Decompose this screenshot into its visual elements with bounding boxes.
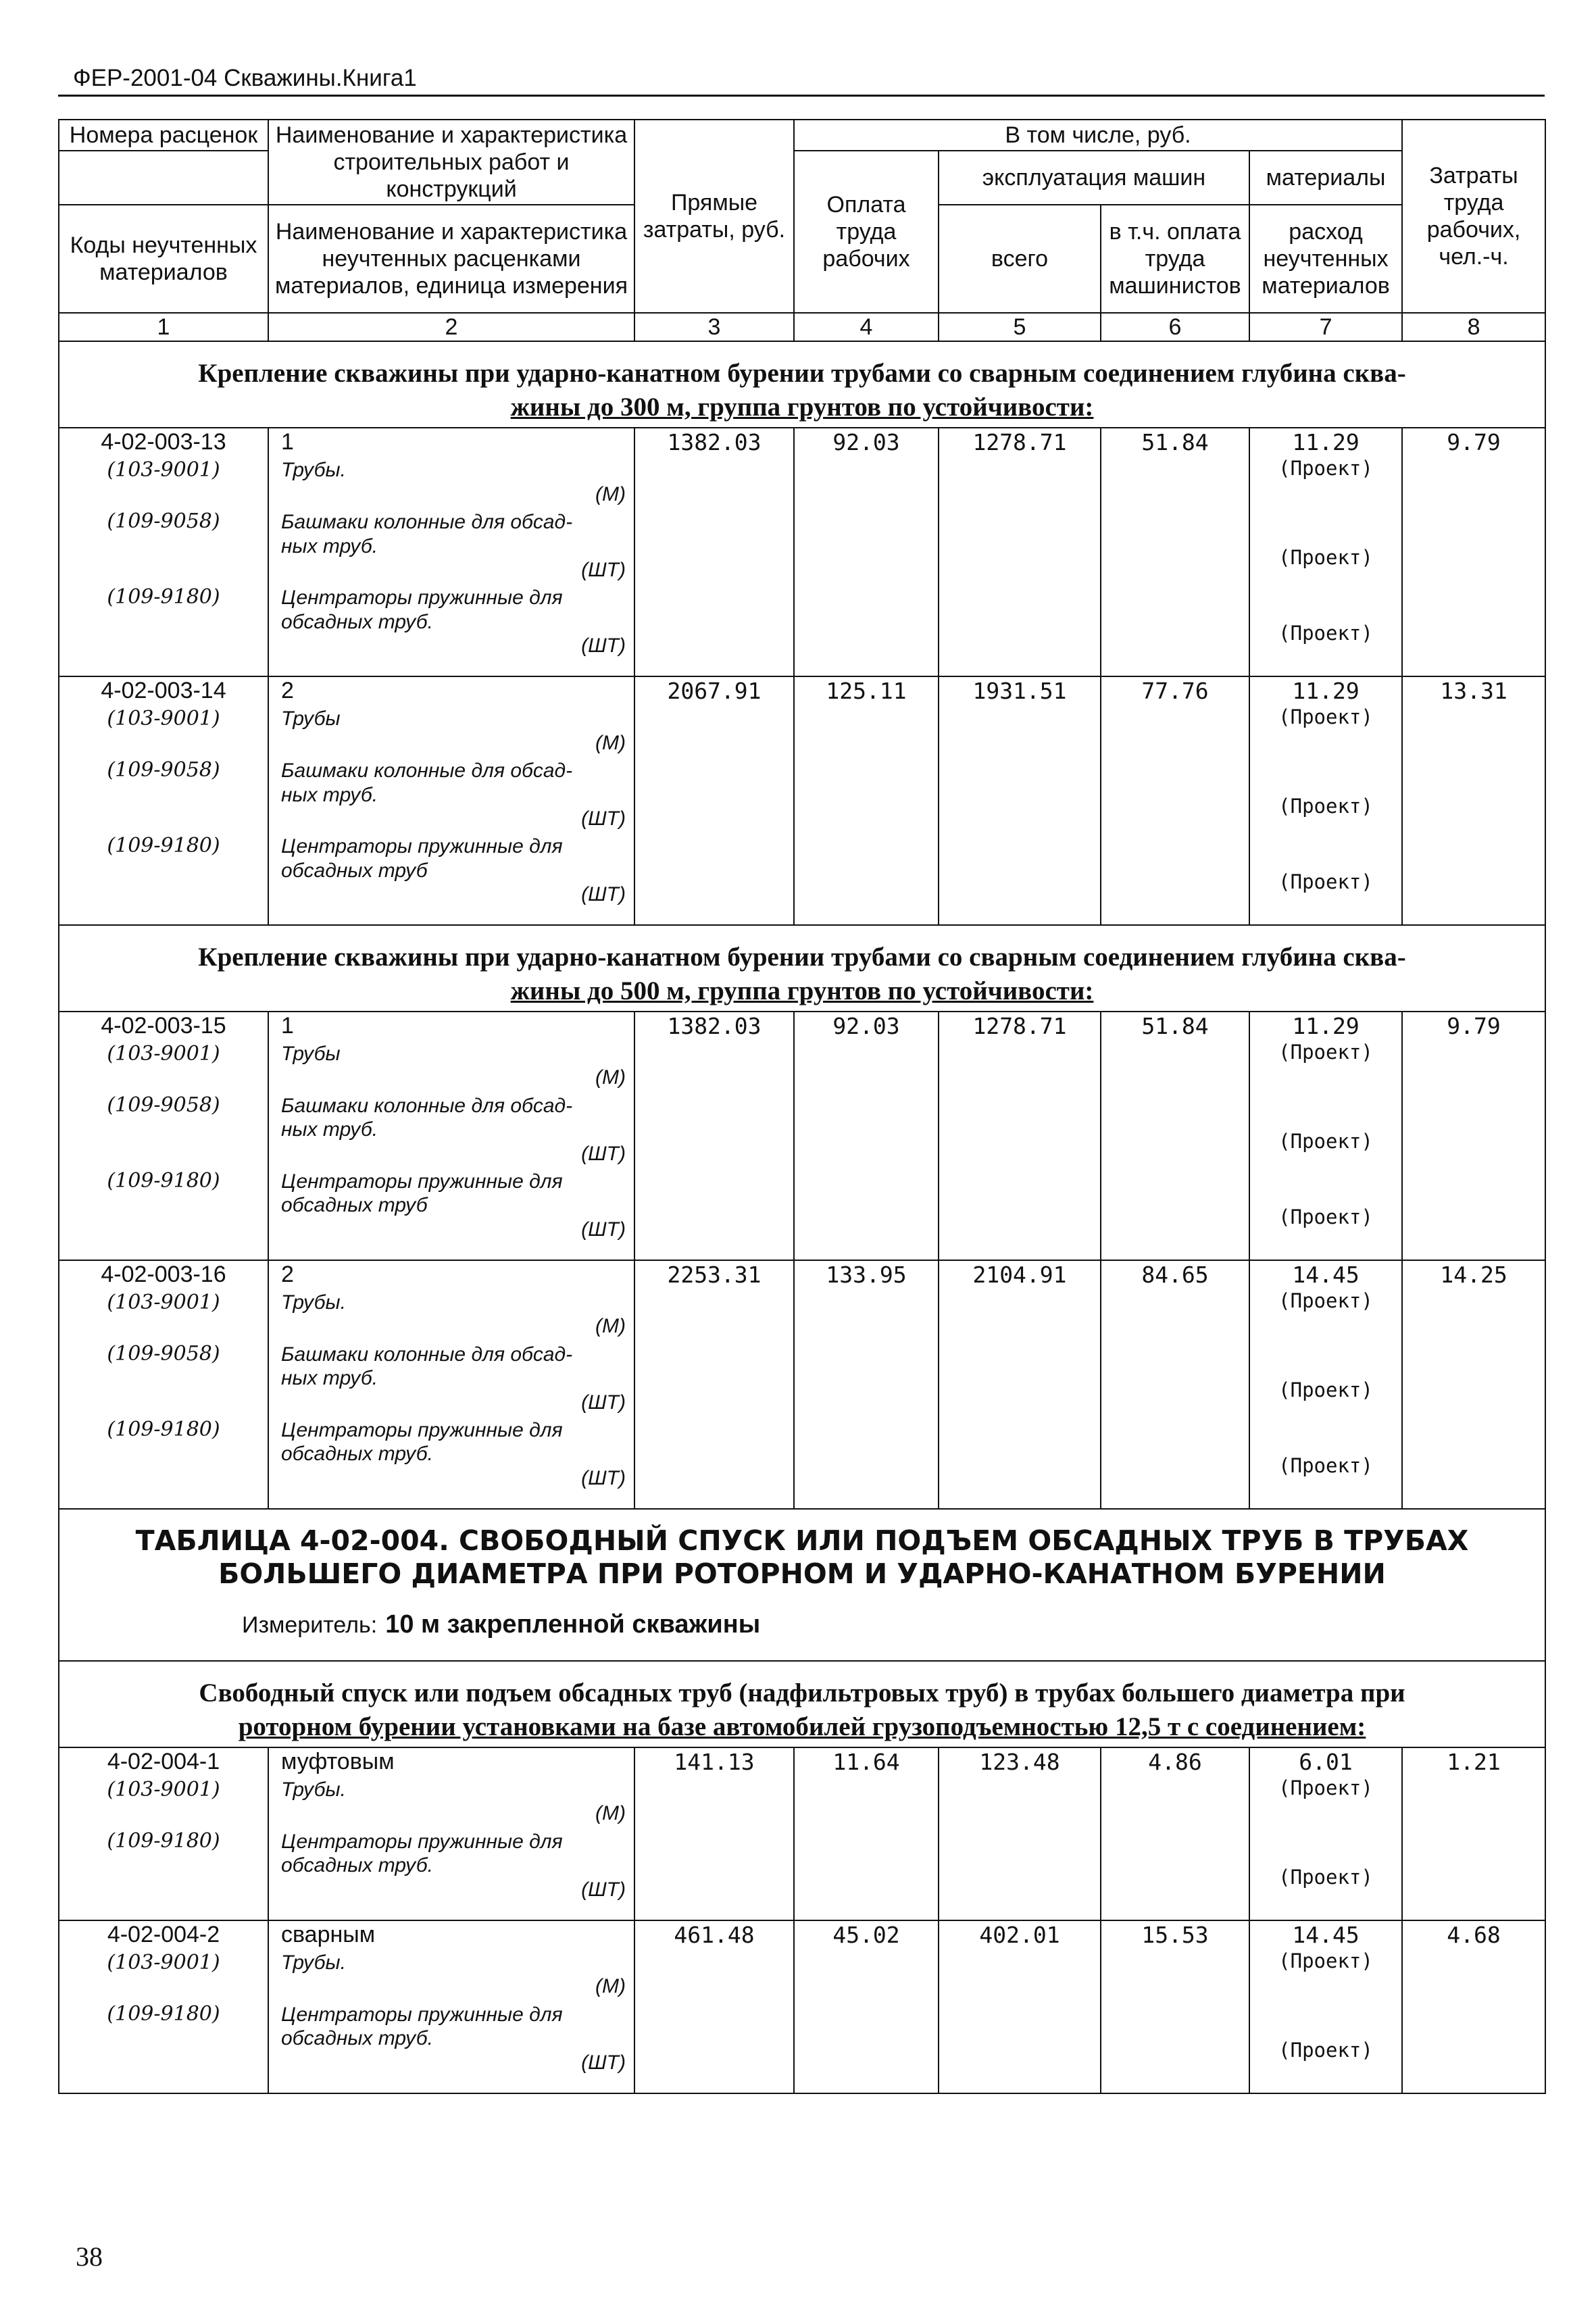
material-name-cont: обсадных труб. <box>281 1854 433 1877</box>
value-mach-labor: 51.84 <box>1101 428 1249 676</box>
material-code: (103-9001) <box>107 1291 220 1315</box>
rate-code-cell <box>59 1747 268 1920</box>
value-hours: 14.25 <box>1402 1260 1545 1509</box>
material-code: (109-9180) <box>107 585 220 609</box>
column-number: 1 <box>59 313 268 341</box>
materials-cell <box>1249 1260 1402 1509</box>
column-number: 3 <box>634 313 794 341</box>
value-direct: 461.48 <box>634 1920 794 2093</box>
value-labor: 133.95 <box>794 1260 939 1509</box>
rate-name: муфтовым <box>281 1749 395 1775</box>
header-labor-pay: Оплата труда рабочих <box>794 151 939 313</box>
value-mach-total: 1278.71 <box>939 1012 1101 1260</box>
material-name: Трубы. <box>281 459 346 482</box>
materials-cell <box>1249 1747 1402 1920</box>
meter-label: Измеритель: <box>242 1612 378 1639</box>
column-number: 5 <box>939 313 1101 341</box>
rate-code-cell <box>59 1260 268 1509</box>
value-materials: 14.45 <box>1292 1922 1360 1949</box>
column-number: 4 <box>794 313 939 341</box>
material-code: (109-9058) <box>107 758 220 782</box>
column-number: 8 <box>1402 313 1545 341</box>
column-number: 7 <box>1249 313 1402 341</box>
section-title <box>59 1661 1545 1747</box>
material-unit: (ШТ) <box>581 1878 626 1901</box>
section-header-row <box>59 1661 1545 1747</box>
material-name-block <box>281 1042 626 1093</box>
rate-name: 1 <box>281 1013 294 1039</box>
material-name: Трубы <box>281 707 341 730</box>
material-consumption: (Проект) <box>1278 1205 1373 1229</box>
material-name-block <box>281 585 626 661</box>
column-number: 6 <box>1101 313 1249 341</box>
material-code: (103-9001) <box>107 707 220 731</box>
material-code: (109-9058) <box>107 509 220 534</box>
value-hours: 1.21 <box>1402 1747 1545 1920</box>
material-name: Центраторы пружинные для <box>281 1170 563 1193</box>
material-code: (109-9180) <box>107 1418 220 1442</box>
material-code: (109-9180) <box>107 2002 220 2026</box>
material-unit: (ШТ) <box>581 634 626 657</box>
section-header-row <box>59 341 1545 428</box>
material-name: Трубы <box>281 1043 341 1066</box>
title-rule <box>58 95 1545 97</box>
materials-cell <box>1249 1920 1402 2093</box>
value-hours: 4.68 <box>1402 1920 1545 2093</box>
material-name-block <box>281 458 626 509</box>
material-unit: (М) <box>595 1066 626 1089</box>
header-rate-numbers-spacer <box>59 151 268 205</box>
material-name-cont: обсадных труб. <box>281 610 433 633</box>
document-title: ФЕР-2001-04 Скважины.Книга1 <box>73 65 417 91</box>
value-materials: 11.29 <box>1292 429 1360 456</box>
value-hours: 13.31 <box>1402 676 1545 925</box>
header-material-usage: расход неучтенных материалов <box>1249 205 1402 313</box>
material-unit: (ШТ) <box>581 2051 626 2074</box>
value-labor: 45.02 <box>794 1920 939 2093</box>
material-name-cont: ных труб. <box>281 534 378 557</box>
value-labor: 11.64 <box>794 1747 939 1920</box>
material-name-block <box>281 509 626 585</box>
rate-name: сварным <box>281 1922 376 1948</box>
rate-code: 4-02-003-13 <box>101 429 226 455</box>
material-unit: (М) <box>595 731 626 754</box>
material-name-cont: ных труб. <box>281 1367 378 1390</box>
section-title-line2: роторном бурении установками на базе автомобилей грузоподъемностью 12,5 т с соединением: <box>238 1712 1366 1742</box>
value-mach-labor: 84.65 <box>1101 1260 1249 1509</box>
material-name-cont: обсадных труб. <box>281 2027 433 2050</box>
rate-code-cell <box>59 676 268 925</box>
material-name-block <box>281 1342 626 1418</box>
material-consumption: (Проект) <box>1278 705 1373 729</box>
material-name: Башмаки колонные для обсад- <box>281 511 573 534</box>
rate-code-cell <box>59 428 268 676</box>
rate-name-cell <box>268 676 634 925</box>
rate-name: 2 <box>281 678 294 704</box>
material-code: (109-9180) <box>107 1169 220 1193</box>
header-unaccounted-codes: Коды неучтенных материалов <box>59 205 268 313</box>
value-direct: 2067.91 <box>634 676 794 925</box>
material-consumption: (Проект) <box>1278 795 1373 818</box>
header-material-names: Наименование и характеристика неучтенных расценками материалов, единица измерения <box>268 205 634 313</box>
rate-row <box>59 1920 1545 2093</box>
material-consumption: (Проект) <box>1278 1776 1373 1800</box>
material-name-block <box>281 758 626 834</box>
material-name: Центраторы пружинные для <box>281 587 563 609</box>
value-labor: 92.03 <box>794 1012 939 1260</box>
column-number: 2 <box>268 313 634 341</box>
value-labor: 125.11 <box>794 676 939 925</box>
material-consumption: (Проект) <box>1278 546 1373 570</box>
material-consumption: (Проект) <box>1278 1041 1373 1064</box>
materials-cell <box>1249 676 1402 925</box>
material-consumption: (Проект) <box>1278 1949 1373 1973</box>
material-unit: (ШТ) <box>581 559 626 582</box>
material-unit: (М) <box>595 1802 626 1825</box>
material-consumption: (Проект) <box>1278 1378 1373 1402</box>
rate-name-cell <box>268 1260 634 1509</box>
rate-code: 4-02-003-16 <box>101 1262 226 1288</box>
material-name: Башмаки колонные для обсад- <box>281 1095 573 1118</box>
value-labor: 92.03 <box>794 428 939 676</box>
material-code: (109-9180) <box>107 1829 220 1853</box>
material-name-block <box>281 1418 626 1493</box>
section-title <box>59 341 1545 428</box>
value-hours: 9.79 <box>1402 428 1545 676</box>
rate-name: 2 <box>281 1262 294 1288</box>
material-code: (103-9001) <box>107 458 220 482</box>
header-rate-numbers: Номера расценок <box>59 120 268 151</box>
material-name-block <box>281 1951 626 2002</box>
value-mach-labor: 51.84 <box>1101 1012 1249 1260</box>
material-consumption: (Проект) <box>1278 2039 1373 2062</box>
value-mach-total: 2104.91 <box>939 1260 1101 1509</box>
material-name-cont: обсадных труб <box>281 1194 428 1217</box>
price-table <box>58 119 1546 2094</box>
rate-code: 4-02-003-14 <box>101 678 226 704</box>
header-machinist-pay: в т.ч. оплата труда машинистов <box>1101 205 1249 313</box>
material-name-cont: ных труб. <box>281 1118 378 1141</box>
value-mach-total: 1931.51 <box>939 676 1101 925</box>
rate-code: 4-02-004-1 <box>107 1749 220 1775</box>
material-name-block <box>281 1291 626 1342</box>
rate-row <box>59 676 1545 925</box>
value-direct: 1382.03 <box>634 428 794 676</box>
rate-name-cell <box>268 1747 634 1920</box>
material-code: (109-9058) <box>107 1342 220 1366</box>
material-code: (109-9058) <box>107 1093 220 1118</box>
section-title-line2: жины до 500 м, группа грунтов по устойчивости: <box>510 976 1094 1006</box>
material-name: Центраторы пружинные для <box>281 1419 563 1442</box>
section-title-line1: Свободный спуск или подъем обсадных труб (надфильтровых труб) в трубах большего диаметра при <box>199 1678 1405 1708</box>
section-title <box>59 925 1545 1012</box>
table-section-row <box>59 1509 1545 1661</box>
material-consumption: (Проект) <box>1278 1454 1373 1478</box>
material-name-block <box>281 1778 626 1829</box>
material-name: Трубы. <box>281 1951 346 1974</box>
rate-name-cell <box>268 428 634 676</box>
rate-code: 4-02-003-15 <box>101 1013 226 1039</box>
section-title-line1: Крепление скважины при ударно-канатном бурении трубами со сварным соединением глубина сква- <box>198 359 1406 389</box>
header-including: В том числе, руб. <box>794 120 1402 151</box>
meter-value: 10 м закрепленной скважины <box>385 1610 761 1639</box>
value-mach-labor: 4.86 <box>1101 1747 1249 1920</box>
material-consumption: (Проект) <box>1278 457 1373 480</box>
material-name: Центраторы пружинные для <box>281 2003 563 2026</box>
table-section <box>59 1509 1545 1661</box>
value-materials: 11.29 <box>1292 678 1360 705</box>
material-name: Трубы. <box>281 1291 346 1314</box>
section-title-line1: Крепление скважины при ударно-канатном бурении трубами со сварным соединением глубина сква- <box>198 943 1406 972</box>
rate-row <box>59 428 1545 676</box>
material-code: (103-9001) <box>107 1042 220 1066</box>
value-materials: 6.01 <box>1299 1749 1353 1776</box>
header-materials: материалы <box>1249 151 1402 205</box>
page-number: 38 <box>76 2241 103 2272</box>
header-machines: эксплуатация машин <box>939 151 1249 205</box>
material-name: Трубы. <box>281 1778 346 1801</box>
rate-row <box>59 1260 1545 1509</box>
material-name-cont: обсадных труб. <box>281 1443 433 1466</box>
rate-name-cell <box>268 1920 634 2093</box>
material-unit: (ШТ) <box>581 807 626 830</box>
section-header-row <box>59 925 1545 1012</box>
material-consumption: (Проект) <box>1278 870 1373 894</box>
rate-row <box>59 1747 1545 1920</box>
materials-cell <box>1249 428 1402 676</box>
header-labor-hours: Затраты труда рабочих, чел.-ч. <box>1402 120 1545 313</box>
value-mach-labor: 15.53 <box>1101 1920 1249 2093</box>
rate-row <box>59 1012 1545 1260</box>
materials-cell <box>1249 1012 1402 1260</box>
table-meter <box>242 1610 1518 1640</box>
rate-code: 4-02-004-2 <box>107 1922 220 1948</box>
material-name-block <box>281 1829 626 1905</box>
value-hours: 9.79 <box>1402 1012 1545 1260</box>
value-materials: 11.29 <box>1292 1013 1360 1040</box>
material-name: Центраторы пружинные для <box>281 1831 563 1853</box>
header-machines-total: всего <box>939 205 1101 313</box>
header-work-name: Наименование и характеристика строительных работ и конструкций <box>268 120 634 205</box>
value-mach-total: 123.48 <box>939 1747 1101 1920</box>
section-title-line2: жины до 300 м, группа грунтов по устойчивости: <box>510 393 1094 422</box>
value-mach-labor: 77.76 <box>1101 676 1249 925</box>
value-direct: 2253.31 <box>634 1260 794 1509</box>
material-unit: (ШТ) <box>581 1391 626 1414</box>
rate-code-cell <box>59 1012 268 1260</box>
value-mach-total: 402.01 <box>939 1920 1101 2093</box>
value-materials: 14.45 <box>1292 1262 1360 1289</box>
material-code: (103-9001) <box>107 1951 220 1975</box>
material-name: Башмаки колонные для обсад- <box>281 760 573 782</box>
material-unit: (ШТ) <box>581 1466 626 1489</box>
material-code: (109-9180) <box>107 834 220 858</box>
material-name-cont: обсадных труб <box>281 859 428 882</box>
material-consumption: (Проект) <box>1278 1866 1373 1889</box>
material-name: Центраторы пружинные для <box>281 835 563 858</box>
value-direct: 1382.03 <box>634 1012 794 1260</box>
rate-name-cell <box>268 1012 634 1260</box>
rate-name: 1 <box>281 429 294 455</box>
material-unit: (ШТ) <box>581 1218 626 1241</box>
header-direct-costs: Прямые затраты, руб. <box>634 120 794 313</box>
value-mach-total: 1278.71 <box>939 428 1101 676</box>
material-name: Башмаки колонные для обсад- <box>281 1343 573 1366</box>
material-name-block <box>281 1169 626 1245</box>
material-consumption: (Проект) <box>1278 622 1373 645</box>
material-name-block <box>281 834 626 910</box>
material-unit: (М) <box>595 482 626 505</box>
material-name-cont: ных труб. <box>281 783 378 806</box>
material-unit: (М) <box>595 1315 626 1338</box>
table-heading: ТАБЛИЦА 4-02-004. СВОБОДНЫЙ СПУСК ИЛИ ПОДЪЕМ ОБСАДНЫХ ТРУБ В ТРУБАХ БОЛЬШЕГО ДИАМЕТРА ПРИ РОТОРНОМ И УДАРНО-КАНАТНОМ БУРЕНИИ <box>135 1524 1469 1591</box>
material-name-block <box>281 2002 626 2078</box>
material-unit: (ШТ) <box>581 1142 626 1165</box>
material-code: (103-9001) <box>107 1778 220 1802</box>
material-unit: (М) <box>595 1975 626 1998</box>
material-name-block <box>281 707 626 758</box>
value-direct: 141.13 <box>634 1747 794 1920</box>
rate-code-cell <box>59 1920 268 2093</box>
material-consumption: (Проект) <box>1278 1289 1373 1313</box>
column-number-row <box>59 313 1545 341</box>
material-name-block <box>281 1093 626 1169</box>
material-unit: (ШТ) <box>581 883 626 906</box>
material-consumption: (Проект) <box>1278 1130 1373 1153</box>
